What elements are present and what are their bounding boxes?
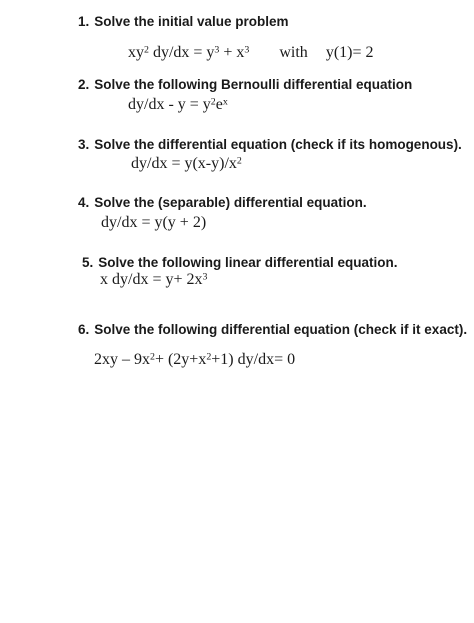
problem-4-number: 4. (78, 195, 90, 210)
problem-4-text: Solve the (separable) differential equation. (94, 195, 367, 210)
exponent: 3 (202, 271, 208, 283)
exponent: 2 (206, 351, 212, 363)
problem-4-heading (78, 196, 367, 210)
problem-6-equation (94, 352, 295, 368)
problem-5-text: Solve the following linear differential equation. (98, 255, 398, 270)
equation-term: dy/dx = y(y + 2) (101, 214, 207, 231)
problem-5-heading (82, 256, 398, 270)
problem-2-heading (78, 78, 412, 92)
problem-5-equation (100, 272, 207, 288)
equation-term: e (215, 96, 223, 113)
exponent: 2 (144, 44, 149, 56)
exponent: 3 (214, 44, 220, 56)
exponent: 2 (150, 351, 155, 363)
equation-term: 2xy – 9x (94, 351, 150, 368)
equation-with: with (279, 44, 308, 61)
problem-3-number: 3. (78, 137, 90, 152)
problem-3-heading (78, 138, 462, 152)
equation-term: dy/dx = y (148, 44, 215, 61)
problem-3-equation (131, 156, 242, 172)
problem-1-number: 1. (78, 14, 90, 29)
problem-2-equation (128, 97, 228, 113)
equation-term: dy/dx - y = y (128, 96, 211, 113)
problem-5-number: 5. (82, 255, 94, 270)
exponent: x (222, 96, 228, 108)
problem-3-text: Solve the differential equation (check if its homogenous). (94, 137, 462, 152)
problem-6-text: Solve the following differential equation (check if it exact). (94, 322, 468, 337)
equation-term: x dy/dx = y+ 2x (100, 271, 203, 288)
problem-2-number: 2. (78, 77, 90, 92)
equation-term: dy/dx = y(x-y)/x (131, 155, 237, 172)
problem-4-equation (101, 215, 206, 231)
problem-1-equation (128, 45, 374, 61)
problem-1-text: Solve the initial value problem (94, 14, 289, 29)
equation-term: +1) dy/dx= 0 (211, 351, 296, 368)
equation-term: + (2y+x (154, 351, 207, 368)
equation-term: xy (128, 44, 144, 61)
problem-1-heading (78, 15, 289, 29)
exponent: 3 (244, 44, 250, 56)
problem-2-text: Solve the following Bernoulli differential equation (94, 77, 413, 92)
problem-6-heading (78, 323, 467, 337)
initial-condition: y(1)= 2 (325, 44, 374, 61)
exponent: 2 (210, 96, 216, 108)
equation-term: + x (219, 44, 245, 61)
exponent: 2 (236, 155, 242, 167)
problem-6-number: 6. (78, 322, 90, 337)
